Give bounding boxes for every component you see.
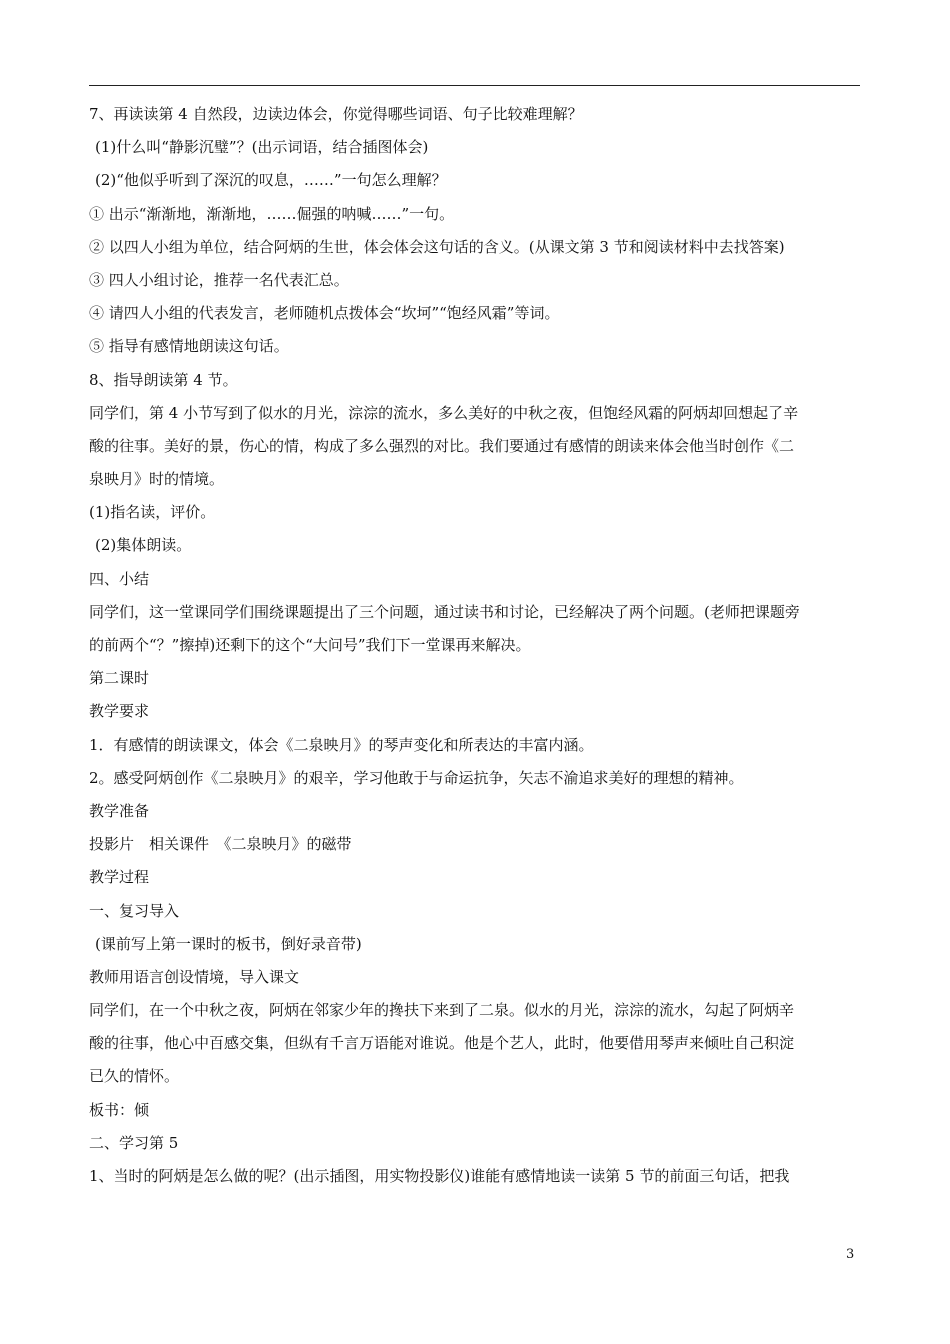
text-line: ⑤ 指导有感情地朗读这句话。 [89,337,289,356]
text-line: 同学们，第 4 小节写到了似水的月光，淙淙的流水，多么美好的中秋之夜，但饱经风霜的阿炳却回想起了辛 [89,403,799,422]
text-line: ① 出示“渐渐地，渐渐地，……倔强的呐喊……”一句。 [89,204,455,223]
text-line: (课前写上第一课时的板书，倒好录音带) [95,934,362,953]
page-number: 3 [846,1247,855,1262]
text-line: 酸的往事。美好的景，伤心的情，构成了多么强烈的对比。我们要通过有感情的朗读来体会他当时创作《二 [89,436,795,455]
text-line: 的前两个“？”擦掉)还剩下的这个“大问号”我们下一堂课再来解决。 [89,636,531,654]
text-line: ④ 请四人小组的代表发言，老师随机点拨体会“坎坷”“饱经风霜”等词。 [89,304,560,323]
text-line: 1．有感情的朗读课文，体会《二泉映月》的琴声变化和所表达的丰富内涵。 [89,735,594,754]
document-body [89,98,864,1193]
section-heading: 一、复习导入 [89,901,180,920]
text-line: 7、再读读第 4 自然段，边读边体会，你觉得哪些词语、句子比较难理解？ [89,105,583,123]
text-line: 8、指导朗读第 4 节。 [89,370,238,389]
text-line: ② 以四人小组为单位，结合阿炳的生世，体会体会这句话的含义。(从课文第 3 节和阅读材料中去找答案) [89,237,785,256]
text-line: (1)指名读，评价。 [89,503,216,522]
header-rule [89,85,860,86]
text-line: 同学们，这一堂课同学们围绕课题提出了三个问题，通过读书和讨论，已经解决了两个问题。(老师把课题旁 [89,602,800,621]
text-line: (1)什么叫“静影沉璧”？(出示词语，结合插图体会) [95,138,429,157]
text-line: 酸的往事，他心中百感交集，但纵有千言万语能对谁说。他是个艺人，此时，他要借用琴声来倾吐自己积淀 [89,1034,795,1053]
text-line: 同学们，在一个中秋之夜，阿炳在邻家少年的搀扶下来到了二泉。似水的月光，淙淙的流水，勾起了阿炳辛 [89,1001,795,1020]
section-heading: 四、小结 [89,569,150,588]
text-line: 教师用语言创设情境，导入课文 [89,967,300,986]
text-line: ③ 四人小组讨论，推荐一名代表汇总。 [89,270,349,289]
text-line: 泉映月》时的情境。 [89,470,225,489]
text-line: 板书：倾 [89,1100,150,1119]
section-heading: 教学准备 [89,801,150,820]
text-line: 2。感受阿炳创作《二泉映月》的艰辛，学习他敢于与命运抗争，矢志不渝追求美好的理想的精神。 [89,768,744,787]
text-line: (2)“他似乎听到了深沉的叹息，……”一句怎么理解？ [95,171,447,190]
section-heading: 二、学习第 5 [89,1133,179,1152]
section-heading: 教学要求 [89,702,150,721]
section-heading: 教学过程 [89,868,150,887]
section-heading: 第二课时 [89,669,150,688]
text-line: 投影片 相关课件 《二泉映月》的磁带 [89,835,352,854]
text-line: 已久的情怀。 [89,1067,180,1086]
text-line: 1、当时的阿炳是怎么做的呢？(出示插图，用实物投影仪)谁能有感情地读一读第 5 节的前面三句话，把我 [89,1167,790,1185]
text-line: (2)集体朗读。 [95,536,192,555]
